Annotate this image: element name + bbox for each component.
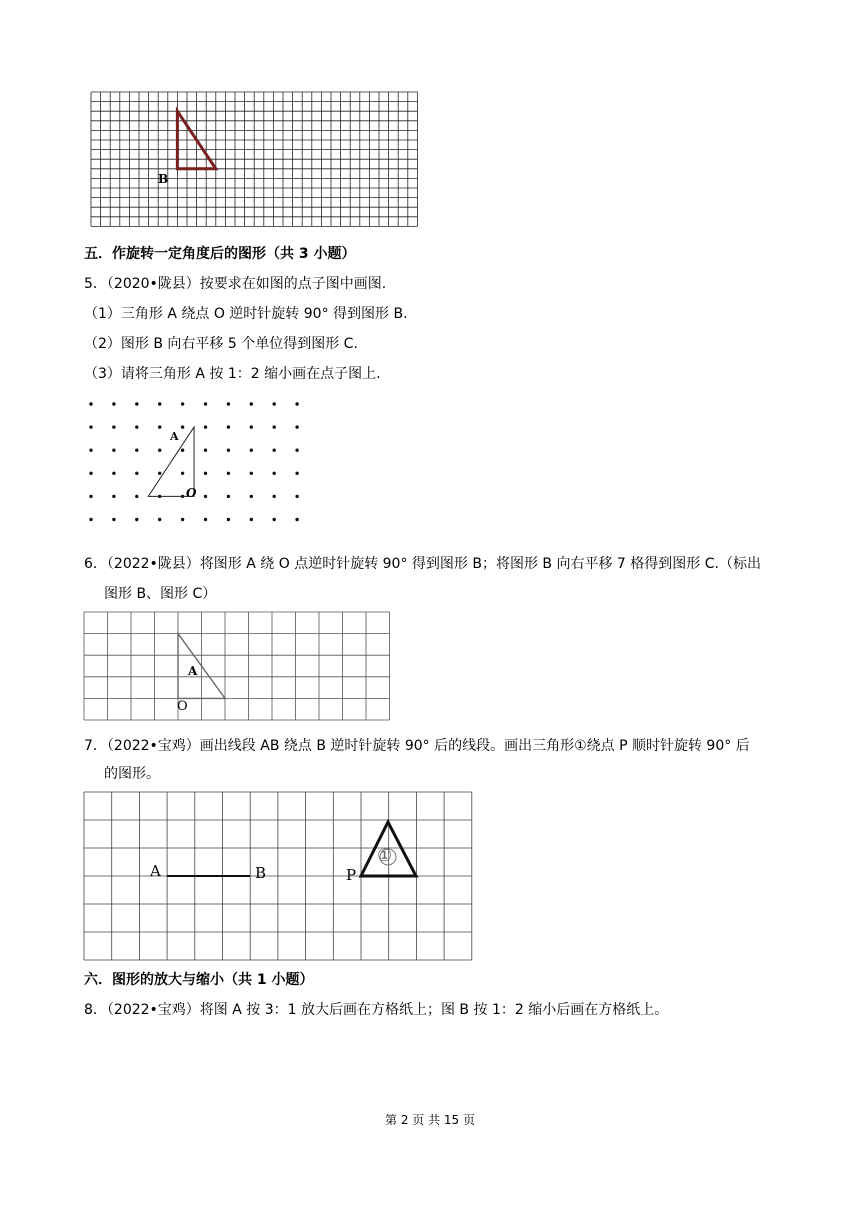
q5-part3: （3）请将三角形 A 按 1：2 缩小画在点子图上.: [84, 366, 381, 382]
grid-dot: [204, 495, 207, 498]
grid-dot: [181, 472, 184, 475]
grid-dot: [250, 495, 253, 498]
shape-a-label: A: [170, 430, 179, 443]
q7-line1: 7．（2022•宝鸡）画出线段 AB 绕点 B 逆时针旋转 90° 后的线段。画出三角形①绕点 P 顺时针旋转 90° 后: [84, 738, 750, 754]
grid-dot: [250, 425, 253, 428]
grid-dot: [89, 402, 92, 405]
q5-stem: 5．（2020•陇县）按要求在如图的点子图中画图.: [84, 276, 387, 292]
grid-dot: [273, 518, 276, 521]
q8-line1: 8．（2022•宝鸡）将图 A 按 3：1 放大后画在方格纸上；图 B 按 1：2 缩小后画在方格纸上。: [84, 1002, 669, 1018]
grid-dot: [227, 495, 230, 498]
grid-dot: [135, 425, 138, 428]
point-a-label: A: [150, 862, 161, 880]
grid-dot: [204, 449, 207, 452]
grid-dot: [273, 495, 276, 498]
grid-dot: [112, 518, 115, 521]
point-o-label: O: [186, 486, 197, 500]
grid-dot: [295, 495, 298, 498]
grid-dot: [89, 472, 92, 475]
grid-dot: [204, 402, 207, 405]
grid-dot: [250, 402, 253, 405]
grid-dot: [295, 402, 298, 405]
top-grid-figure: [88, 92, 418, 232]
section-five-heading: 五．作旋转一定角度后的图形（共 3 小题）: [84, 246, 356, 262]
grid-dot: [181, 425, 184, 428]
q6-line1: 6．（2022•陇县）将图形 A 绕 O 点逆时针旋转 90° 得到图形 B；将图形 B 向右平移 7 格得到图形 C.（标出: [84, 556, 761, 572]
grid-dot: [250, 518, 253, 521]
grid-dot: [250, 449, 253, 452]
grid-dot: [158, 402, 161, 405]
grid-dot: [227, 518, 230, 521]
dot-grid-figure: [84, 396, 304, 536]
grid-dot: [135, 472, 138, 475]
grid-dot: [112, 425, 115, 428]
q7-grid-figure: [84, 792, 476, 962]
grid-dot: [158, 518, 161, 521]
grid-dot: [273, 449, 276, 452]
grid-dot: [204, 518, 207, 521]
grid-dot: [112, 402, 115, 405]
grid-dot: [89, 425, 92, 428]
page-footer: 第 2 页 共 15 页: [385, 1113, 475, 1127]
point-o-label: O: [177, 699, 188, 714]
grid-dot: [112, 449, 115, 452]
point-b-label: B: [255, 864, 267, 882]
point-b-label: B: [158, 172, 169, 186]
grid-dot: [250, 472, 253, 475]
grid-dot: [204, 425, 207, 428]
grid-dot: [204, 472, 207, 475]
grid-dot: [227, 402, 230, 405]
grid-dot: [158, 472, 161, 475]
grid-dot: [295, 472, 298, 475]
q5-part2: （2）图形 B 向右平移 5 个单位得到图形 C.: [84, 336, 358, 352]
grid-dot: [89, 449, 92, 452]
grid-dot: [112, 495, 115, 498]
grid-dot: [273, 425, 276, 428]
grid-dot: [273, 472, 276, 475]
grid-dot: [227, 472, 230, 475]
grid-dot: [89, 495, 92, 498]
grid-dot: [135, 518, 138, 521]
q6-grid-figure: [84, 612, 394, 724]
q7-line2: 的图形。: [104, 766, 160, 782]
grid-dot: [295, 425, 298, 428]
grid-dot: [135, 449, 138, 452]
q5-part1: （1）三角形 A 绕点 O 逆时针旋转 90° 得到图形 B.: [84, 306, 408, 322]
grid-dot: [158, 449, 161, 452]
grid-dot: [89, 518, 92, 521]
grid-dot: [135, 402, 138, 405]
grid-dot: [227, 449, 230, 452]
grid-dot: [181, 449, 184, 452]
triangle-one-label: ①: [377, 846, 393, 866]
grid-dot: [158, 425, 161, 428]
grid-dot: [227, 425, 230, 428]
q6-line2: 图形 B、图形 C）: [104, 586, 217, 602]
section-six-heading: 六．图形的放大与缩小（共 1 小题）: [84, 972, 314, 988]
grid-dot: [181, 518, 184, 521]
point-p-label: P: [346, 866, 357, 884]
grid-dot: [295, 518, 298, 521]
grid-dot: [135, 495, 138, 498]
grid-dot: [295, 449, 298, 452]
grid-dot: [273, 402, 276, 405]
grid-dot: [112, 472, 115, 475]
shape-a-label: A: [188, 664, 198, 678]
grid-dot: [181, 402, 184, 405]
